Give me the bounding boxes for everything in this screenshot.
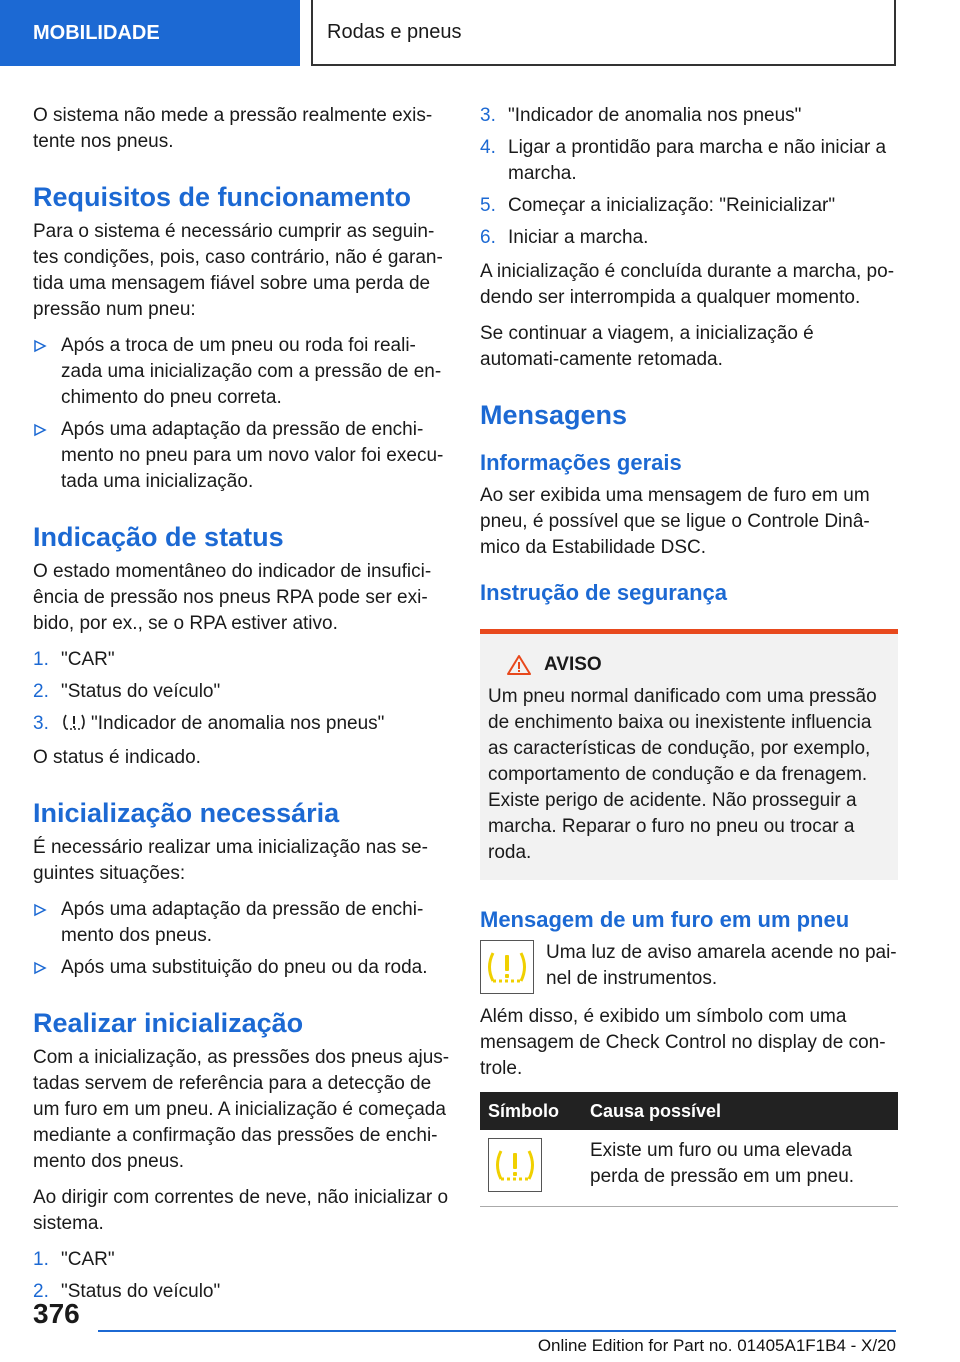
- step-item: 1. "CAR": [33, 1247, 451, 1273]
- section-tab: [0, 0, 300, 66]
- general-info-text: Ao ser exibida uma mensagem de furo em um pneu, é possível que se ligue o Controle Dinâ-mico da Estabilidade DSC.: [480, 485, 870, 558]
- step-number: 2.: [33, 681, 49, 702]
- puncture-lamp-row: [480, 940, 898, 994]
- puncture-text: Uma luz de aviso amarela acende no pai-nel de instrumentos.: [546, 942, 897, 989]
- tire-pressure-warning-icon: [485, 948, 529, 986]
- init-needed-heading: Inicialização necessária: [33, 798, 340, 828]
- step-number: 2.: [33, 1281, 49, 1302]
- edition-text: Online Edition for Part no. 01405A1F1B4 - X/20: [537, 1336, 896, 1355]
- snow-chain-text: Ao dirigir com correntes de neve, não inicializar o sistema.: [33, 1187, 449, 1234]
- requirements-list: [33, 333, 451, 495]
- warning-text: Um pneu normal danificado com uma pressão de enchimento baixa ou inexistente influencia as características de condução, por exemplo, comportamento de condução e da frenagem. Existe perigo de acidente. Não prosseguir a marcha. Reparar o furo no pneu ou trocar a roda.: [488, 686, 877, 863]
- chapter-tab: [311, 0, 896, 66]
- requirements-text: Para o sistema é necessário cumprir as seguin-tes condições, pois, caso contrário, não é garan-tida uma mensagem fiável sobre uma perda de pressão num pneu:: [33, 221, 443, 320]
- page-number: 376: [33, 1298, 80, 1329]
- step-number: 4.: [480, 137, 496, 158]
- list-item: Após a troca de um pneu ou roda foi reali-zada uma inicialização com a pressão de en-chimento do pneu correta.: [33, 333, 451, 411]
- step-number: 1.: [33, 1249, 49, 1270]
- step-number: 6.: [480, 227, 496, 248]
- completion-text: A inicialização é concluída durante a marcha, po-dendo ser interrompida a qualquer momento.: [480, 261, 895, 308]
- tpms-symbol: [488, 1138, 542, 1192]
- step-number: 1.: [33, 649, 49, 670]
- warning-box: [480, 629, 898, 880]
- step-number: 3.: [480, 105, 496, 126]
- section-title: MOBILIDADE: [33, 21, 160, 44]
- step-item: 3. "Indicador de anomalia nos pneus": [480, 103, 898, 129]
- triangle-bullet-icon: [33, 423, 47, 437]
- list-item: Após uma adaptação da pressão de enchi-mento dos pneus.: [33, 897, 451, 949]
- step-item: 6. Iniciar a marcha.: [480, 225, 898, 251]
- table-row: [480, 1130, 898, 1207]
- step-item: 5. Começar a inicialização: "Reinicializar": [480, 193, 898, 219]
- step-number: 3.: [33, 713, 49, 734]
- triangle-bullet-icon: [33, 961, 47, 975]
- symbol-table: [480, 1092, 898, 1207]
- init-needed-list: [33, 897, 451, 981]
- step-number: 5.: [480, 195, 496, 216]
- table-header-row: [480, 1092, 898, 1130]
- cause-cell: Existe um furo ou uma elevada perda de pressão em um pneu.: [582, 1130, 898, 1207]
- status-heading: Indicação de status: [33, 522, 284, 552]
- symbol-cell: [480, 1130, 582, 1207]
- step-item: 4. Ligar a prontidão para marcha e não iniciar a marcha.: [480, 137, 887, 184]
- do-init-steps: [33, 1247, 451, 1305]
- tire-pressure-icon: [61, 712, 87, 732]
- footer-divider: [98, 1330, 896, 1332]
- puncture-heading: Mensagem de um furo em um pneu: [480, 907, 850, 932]
- warning-title: [488, 652, 890, 678]
- cause-column-header: Causa possível: [582, 1092, 898, 1130]
- intro-paragraph: O sistema não mede a pressão realmente exis-tente nos pneus.: [33, 105, 433, 152]
- continued-steps: [480, 103, 898, 251]
- check-control-text: Além disso, é exibido um símbolo com uma mensagem de Check Control no display de con-trole.: [480, 1006, 886, 1079]
- chapter-title: Rodas e pneus: [327, 20, 462, 43]
- requirements-heading: Requisitos de funcionamento: [33, 182, 412, 212]
- step-item: 2. "Status do veículo": [33, 1279, 451, 1305]
- list-item: Após uma adaptação da pressão de enchi-mento no pneu para um novo valor foi execu-tada uma inicialização.: [33, 417, 451, 495]
- tire-pressure-warning-icon: [493, 1146, 537, 1184]
- step-item: 3. "Indicador de anomalia nos pneus": [33, 711, 451, 737]
- general-info-heading: Informações gerais: [480, 450, 682, 475]
- list-item: Após uma substituição do pneu ou da roda.: [33, 955, 451, 981]
- safety-heading: Instrução de segurança: [480, 580, 727, 605]
- status-text: O estado momentâneo do indicador de insufici-ência de pressão nos pneus RPA pode ser exi-bido, por ex., se o RPA estiver ativo.: [33, 561, 432, 634]
- right-column: [480, 103, 898, 1207]
- tpms-lamp: [480, 940, 534, 994]
- step-item: 2. "Status do veículo": [33, 679, 451, 705]
- warning-triangle-icon: [506, 654, 532, 676]
- do-init-text: Com a inicialização, as pressões dos pneus ajus-tadas servem de referência para a detecção de um furo em um pneu. A inicialização é começada mediante a confirmação das pressões de enchi-mento dos pneus.: [33, 1047, 450, 1172]
- resume-text: Se continuar a viagem, a inicialização é automati-camente retomada.: [480, 323, 814, 370]
- step-item: 1. "CAR": [33, 647, 451, 673]
- triangle-bullet-icon: [33, 339, 47, 353]
- status-after-text: O status é indicado.: [33, 747, 201, 768]
- messages-heading: Mensagens: [480, 400, 628, 430]
- status-steps: [33, 647, 451, 737]
- symbol-column-header: Símbolo: [480, 1092, 582, 1130]
- left-column: [33, 103, 451, 1313]
- triangle-bullet-icon: [33, 903, 47, 917]
- warning-label: AVISO: [544, 654, 602, 675]
- init-needed-text: É necessário realizar uma inicialização nas se-guintes situações:: [33, 837, 428, 884]
- do-init-heading: Realizar inicialização: [33, 1008, 304, 1038]
